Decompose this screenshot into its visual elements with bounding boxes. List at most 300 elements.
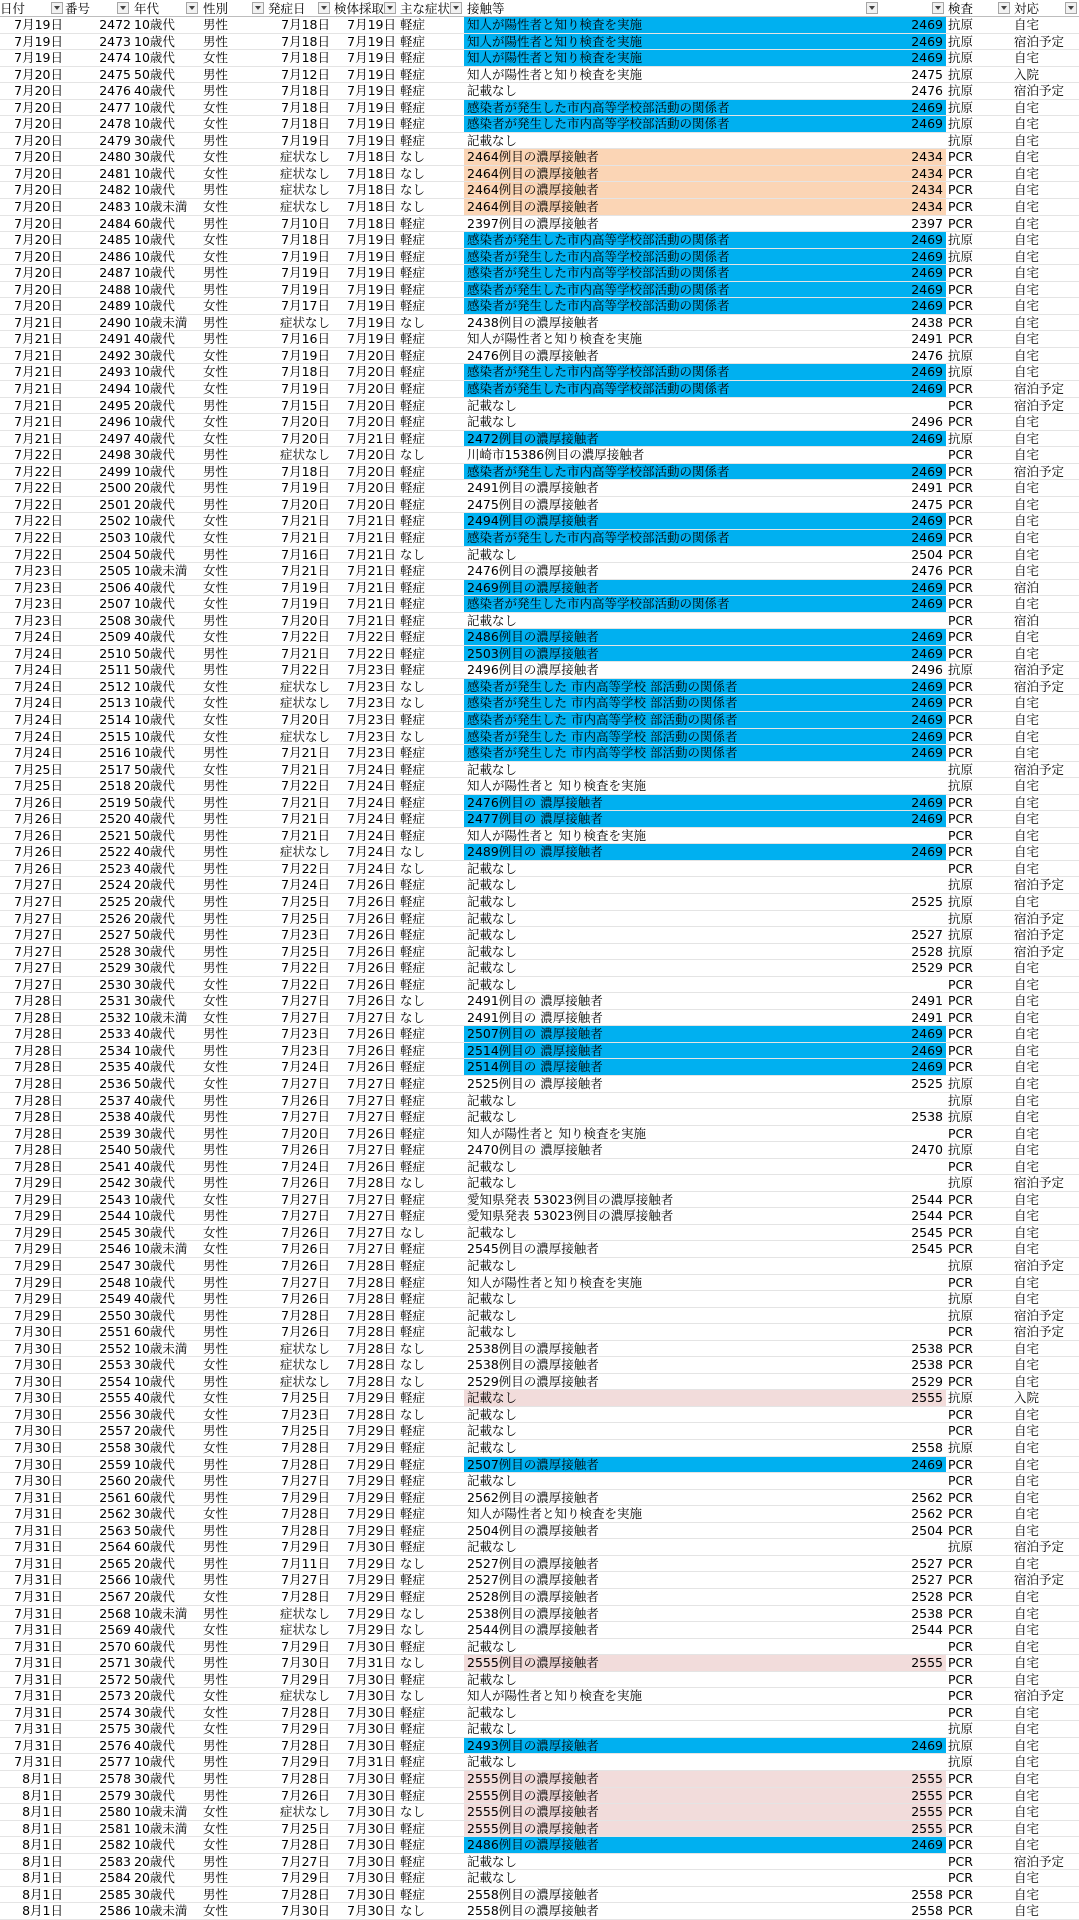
cell-sex[interactable]: 男性 <box>203 1605 229 1621</box>
cell-response[interactable]: 宿泊予定 <box>1014 1539 1065 1555</box>
cell-age[interactable]: 40歳代 <box>134 1390 175 1406</box>
cell-date[interactable]: 7月24日 <box>14 728 63 744</box>
cell-contact[interactable]: 感染者が発生した 市内高等学校 部活動の関係者 <box>464 695 880 711</box>
cell-symptom[interactable]: なし <box>400 182 426 198</box>
cell-sex[interactable]: 男性 <box>203 1291 229 1307</box>
cell-sex[interactable]: 女性 <box>203 99 229 115</box>
cell-onset[interactable]: 症状なし <box>279 199 330 215</box>
cell-onset[interactable]: 7月24日 <box>281 1059 330 1075</box>
cell-linked[interactable]: 2469 <box>880 844 946 860</box>
table-row[interactable] <box>0 911 1079 928</box>
cell-linked[interactable] <box>880 1175 946 1191</box>
cell-number[interactable]: 2539 <box>99 1125 131 1141</box>
cell-date[interactable]: 7月23日 <box>14 563 63 579</box>
cell-linked[interactable]: 2491 <box>911 480 943 496</box>
cell-contact[interactable]: 記載なし <box>467 1638 518 1654</box>
cell-age[interactable]: 40歳代 <box>134 1092 175 1108</box>
table-row[interactable] <box>0 861 1079 878</box>
cell-symptom[interactable]: 軽症 <box>400 414 426 430</box>
cell-specimen[interactable]: 7月26日 <box>347 927 396 943</box>
cell-sex[interactable]: 女性 <box>203 232 229 248</box>
cell-linked[interactable]: 2525 <box>911 893 943 909</box>
cell-age[interactable]: 30歳代 <box>134 132 175 148</box>
cell-symptom[interactable]: 軽症 <box>400 248 426 264</box>
cell-number[interactable]: 2473 <box>99 33 131 49</box>
cell-date[interactable]: 7月20日 <box>14 248 63 264</box>
cell-number[interactable]: 2495 <box>99 397 131 413</box>
cell-sex[interactable]: 男性 <box>203 860 229 876</box>
cell-sex[interactable]: 男性 <box>203 1787 229 1803</box>
cell-date[interactable]: 7月31日 <box>14 1721 63 1737</box>
cell-contact[interactable]: 感染者が発生した市内高等学校部活動の関係者 <box>464 530 880 546</box>
cell-onset[interactable]: 7月27日 <box>281 1473 330 1489</box>
cell-response[interactable]: 宿泊予定 <box>1014 1572 1065 1588</box>
cell-onset[interactable]: 7月18日 <box>281 116 330 132</box>
table-row[interactable] <box>0 596 1079 613</box>
cell-symptom[interactable]: 軽症 <box>400 1109 426 1125</box>
cell-response[interactable]: 自宅 <box>1014 1804 1040 1820</box>
cell-symptom[interactable]: 軽症 <box>400 347 426 363</box>
cell-sex[interactable]: 男性 <box>203 1638 229 1654</box>
cell-test[interactable]: 抗原 <box>948 1092 974 1108</box>
cell-onset[interactable]: 7月26日 <box>281 1324 330 1340</box>
cell-symptom[interactable]: なし <box>400 860 426 876</box>
cell-contact[interactable]: 記載なし <box>467 1754 518 1770</box>
cell-test[interactable]: PCR <box>948 993 973 1009</box>
cell-response[interactable]: 自宅 <box>1014 778 1040 794</box>
cell-date[interactable]: 7月28日 <box>14 1125 63 1141</box>
table-row[interactable] <box>0 927 1079 944</box>
cell-sex[interactable]: 男性 <box>203 927 229 943</box>
table-row[interactable] <box>0 1225 1079 1242</box>
cell-sex[interactable]: 女性 <box>203 1191 229 1207</box>
cell-test[interactable]: PCR <box>948 529 973 545</box>
cell-onset[interactable]: 7月28日 <box>281 1506 330 1522</box>
cell-linked[interactable]: 2469 <box>880 431 946 447</box>
cell-number[interactable]: 2566 <box>99 1572 131 1588</box>
cell-linked[interactable]: 2528 <box>911 1588 943 1604</box>
cell-sex[interactable]: 男性 <box>203 612 229 628</box>
cell-onset[interactable]: 7月29日 <box>281 1870 330 1886</box>
cell-number[interactable]: 2571 <box>99 1655 131 1671</box>
cell-onset[interactable]: 7月30日 <box>281 1655 330 1671</box>
cell-age[interactable]: 40歳代 <box>134 83 175 99</box>
cell-onset[interactable]: 症状なし <box>279 844 330 860</box>
table-row[interactable] <box>0 414 1079 431</box>
table-row[interactable] <box>0 1241 1079 1258</box>
cell-number[interactable]: 2489 <box>99 298 131 314</box>
cell-onset[interactable]: 7月25日 <box>281 1423 330 1439</box>
cell-linked[interactable]: 2476 <box>911 563 943 579</box>
cell-onset[interactable]: 7月18日 <box>281 99 330 115</box>
cell-symptom[interactable]: 軽症 <box>400 1059 426 1075</box>
cell-onset[interactable]: 症状なし <box>279 1804 330 1820</box>
cell-linked[interactable]: 2562 <box>911 1506 943 1522</box>
cell-age[interactable]: 10歳代 <box>134 1754 175 1770</box>
cell-age[interactable]: 30歳代 <box>134 1307 175 1323</box>
cell-linked[interactable]: 2469 <box>880 629 946 645</box>
cell-response[interactable]: 自宅 <box>1014 1506 1040 1522</box>
cell-number[interactable]: 2498 <box>99 447 131 463</box>
cell-linked[interactable]: 2469 <box>880 1026 946 1042</box>
table-row[interactable] <box>0 116 1079 133</box>
cell-contact[interactable]: 感染者が発生した市内高等学校部活動の関係者 <box>464 364 880 380</box>
cell-age[interactable]: 10歳代 <box>134 381 175 397</box>
table-row[interactable] <box>0 1142 1079 1159</box>
cell-test[interactable]: PCR <box>948 728 973 744</box>
cell-number[interactable]: 2497 <box>99 430 131 446</box>
cell-contact[interactable]: 知人が陽性者と知り検査を実施 <box>464 17 880 33</box>
cell-specimen[interactable]: 7月18日 <box>347 199 396 215</box>
cell-contact[interactable]: 記載なし <box>464 1390 880 1406</box>
cell-date[interactable]: 7月30日 <box>14 1406 63 1422</box>
cell-test[interactable]: PCR <box>948 513 973 529</box>
cell-linked[interactable]: 2469 <box>880 745 946 761</box>
cell-age[interactable]: 30歳代 <box>134 1258 175 1274</box>
cell-test[interactable]: PCR <box>948 496 973 512</box>
cell-date[interactable]: 7月31日 <box>14 1754 63 1770</box>
cell-test[interactable]: 抗原 <box>948 17 974 32</box>
cell-sex[interactable]: 男性 <box>203 943 229 959</box>
cell-age[interactable]: 20歳代 <box>134 496 175 512</box>
cell-test[interactable]: 抗原 <box>948 1142 974 1158</box>
cell-sex[interactable]: 女性 <box>203 1622 229 1638</box>
cell-test[interactable]: 抗原 <box>948 116 974 132</box>
cell-date[interactable]: 7月26日 <box>14 827 63 843</box>
cell-age[interactable]: 40歳代 <box>134 1158 175 1174</box>
cell-age[interactable]: 10歳代 <box>134 1208 175 1224</box>
cell-age[interactable]: 10歳代 <box>134 1373 175 1389</box>
cell-age[interactable]: 50歳代 <box>134 1671 175 1687</box>
cell-date[interactable]: 7月29日 <box>14 1307 63 1323</box>
cell-response[interactable]: 宿泊予定 <box>1014 33 1065 49</box>
table-row[interactable] <box>0 398 1079 415</box>
cell-number[interactable]: 2479 <box>99 132 131 148</box>
cell-specimen[interactable]: 7月29日 <box>347 1522 396 1538</box>
cell-age[interactable]: 10歳未満 <box>134 1340 188 1356</box>
cell-symptom[interactable]: 軽症 <box>400 1142 426 1158</box>
cell-linked[interactable]: 2397 <box>911 215 943 231</box>
cell-onset[interactable]: 7月28日 <box>281 1588 330 1604</box>
cell-response[interactable]: 自宅 <box>1014 215 1040 231</box>
cell-test[interactable]: PCR <box>948 1671 973 1687</box>
cell-specimen[interactable]: 7月21日 <box>347 579 396 595</box>
cell-linked[interactable]: 2469 <box>880 232 946 248</box>
cell-sex[interactable]: 男性 <box>203 447 229 463</box>
cell-symptom[interactable]: 軽症 <box>400 1489 426 1505</box>
cell-specimen[interactable]: 7月30日 <box>347 1704 396 1720</box>
cell-response[interactable]: 自宅 <box>1014 1092 1040 1108</box>
cell-number[interactable]: 2493 <box>99 364 131 380</box>
cell-test[interactable]: 抗原 <box>948 364 974 380</box>
cell-onset[interactable]: 7月25日 <box>281 910 330 926</box>
table-row[interactable] <box>0 1705 1079 1722</box>
cell-onset[interactable]: 7月25日 <box>281 1820 330 1836</box>
cell-response[interactable]: 自宅 <box>1014 248 1040 264</box>
cell-contact[interactable]: 知人が陽性者と知り検査を実施 <box>467 331 643 347</box>
cell-sex[interactable]: 男性 <box>203 1456 229 1472</box>
cell-contact[interactable]: 記載なし <box>467 612 518 628</box>
cell-age[interactable]: 40歳代 <box>134 860 175 876</box>
cell-age[interactable]: 20歳代 <box>134 480 175 496</box>
cell-test[interactable]: 抗原 <box>948 33 974 49</box>
cell-contact[interactable]: 記載なし <box>467 132 518 148</box>
cell-date[interactable]: 7月20日 <box>14 116 63 132</box>
cell-linked[interactable]: 2469 <box>880 34 946 50</box>
cell-test[interactable]: PCR <box>948 265 973 281</box>
cell-date[interactable]: 7月30日 <box>14 1456 63 1472</box>
cell-specimen[interactable]: 7月30日 <box>347 1870 396 1886</box>
cell-number[interactable]: 2510 <box>99 645 131 661</box>
cell-number[interactable]: 2570 <box>99 1638 131 1654</box>
cell-onset[interactable]: 7月21日 <box>281 513 330 529</box>
cell-specimen[interactable]: 7月30日 <box>347 1903 396 1919</box>
cell-sex[interactable]: 女性 <box>203 513 229 529</box>
cell-test[interactable]: 抗原 <box>948 1291 974 1307</box>
table-row[interactable] <box>0 762 1079 779</box>
cell-test[interactable]: PCR <box>948 463 973 479</box>
cell-date[interactable]: 7月24日 <box>14 711 63 727</box>
cell-contact[interactable]: 2555例目の濃厚接触者 <box>464 1804 880 1820</box>
table-row[interactable] <box>0 216 1079 233</box>
cell-test[interactable]: PCR <box>948 1423 973 1439</box>
cell-number[interactable]: 2547 <box>99 1258 131 1274</box>
cell-test[interactable]: 抗原 <box>948 1307 974 1323</box>
cell-specimen[interactable]: 7月29日 <box>347 1572 396 1588</box>
cell-age[interactable]: 30歳代 <box>134 1175 175 1191</box>
cell-specimen[interactable]: 7月20日 <box>347 381 396 397</box>
cell-response[interactable]: 宿泊予定 <box>1014 381 1065 397</box>
cell-sex[interactable]: 男性 <box>203 844 229 860</box>
cell-date[interactable]: 7月28日 <box>14 1076 63 1091</box>
cell-specimen[interactable]: 7月27日 <box>347 1092 396 1108</box>
cell-onset[interactable]: 7月19日 <box>281 281 330 297</box>
cell-contact[interactable]: 感染者が発生した市内高等学校部活動の関係者 <box>464 282 880 298</box>
cell-response[interactable]: 自宅 <box>1014 976 1040 992</box>
table-row[interactable] <box>0 993 1079 1010</box>
table-row[interactable] <box>0 712 1079 729</box>
cell-contact[interactable]: 記載なし <box>467 943 518 959</box>
cell-date[interactable]: 7月21日 <box>14 364 63 380</box>
cell-sex[interactable]: 女性 <box>203 711 229 727</box>
cell-date[interactable]: 7月21日 <box>14 331 63 347</box>
cell-number[interactable]: 2523 <box>99 860 131 876</box>
cell-linked[interactable]: 2544 <box>911 1208 943 1224</box>
cell-onset[interactable]: 7月23日 <box>281 1406 330 1422</box>
cell-sex[interactable]: 女性 <box>203 1390 229 1406</box>
cell-onset[interactable]: 7月23日 <box>281 927 330 943</box>
cell-onset[interactable]: 7月19日 <box>281 132 330 148</box>
cell-sex[interactable]: 男性 <box>203 1109 229 1125</box>
cell-onset[interactable]: 7月28日 <box>281 1704 330 1720</box>
cell-symptom[interactable]: 軽症 <box>400 893 426 909</box>
table-row[interactable] <box>0 1606 1079 1623</box>
cell-contact[interactable]: 記載なし <box>467 1721 518 1737</box>
cell-specimen[interactable]: 7月26日 <box>347 893 396 909</box>
cell-contact[interactable]: 愛知県発表 53023例目の濃厚接触者 <box>467 1191 674 1207</box>
cell-onset[interactable]: 7月21日 <box>281 794 330 810</box>
cell-contact[interactable]: 2476例目の濃厚接触者 <box>467 347 599 363</box>
cell-number[interactable]: 2483 <box>99 199 131 215</box>
cell-response[interactable]: 自宅 <box>1014 827 1040 843</box>
cell-date[interactable]: 7月19日 <box>14 33 63 49</box>
cell-symptom[interactable]: 軽症 <box>400 1853 426 1869</box>
cell-number[interactable]: 2482 <box>99 182 131 198</box>
cell-number[interactable]: 2521 <box>99 827 131 843</box>
cell-test[interactable]: PCR <box>948 1804 973 1820</box>
cell-specimen[interactable]: 7月30日 <box>347 1820 396 1836</box>
cell-number[interactable]: 2535 <box>99 1059 131 1075</box>
cell-age[interactable]: 40歳代 <box>134 1059 175 1075</box>
cell-onset[interactable]: 7月16日 <box>281 546 330 562</box>
cell-date[interactable]: 7月29日 <box>14 1241 63 1257</box>
cell-specimen[interactable]: 7月30日 <box>347 1671 396 1687</box>
cell-contact[interactable]: 感染者が発生した市内高等学校部活動の関係者 <box>464 298 880 314</box>
table-row[interactable] <box>0 298 1079 315</box>
cell-onset[interactable]: 症状なし <box>279 182 330 198</box>
cell-age[interactable]: 20歳代 <box>134 1588 175 1604</box>
cell-specimen[interactable]: 7月21日 <box>347 612 396 628</box>
cell-test[interactable]: PCR <box>948 1787 973 1803</box>
cell-sex[interactable]: 男性 <box>203 265 229 281</box>
cell-number[interactable]: 2525 <box>99 893 131 909</box>
cell-symptom[interactable]: 軽症 <box>400 1870 426 1886</box>
cell-number[interactable]: 2556 <box>99 1406 131 1422</box>
cell-number[interactable]: 2503 <box>99 529 131 545</box>
cell-onset[interactable]: 7月18日 <box>281 83 330 99</box>
cell-contact[interactable]: 記載なし <box>467 860 518 876</box>
cell-date[interactable]: 8月1日 <box>22 1870 63 1886</box>
cell-number[interactable]: 2504 <box>99 546 131 562</box>
table-row[interactable] <box>0 877 1079 894</box>
cell-specimen[interactable]: 7月18日 <box>347 149 396 165</box>
cell-onset[interactable]: 7月28日 <box>281 1522 330 1538</box>
cell-age[interactable]: 60歳代 <box>134 215 175 231</box>
cell-number[interactable]: 2584 <box>99 1870 131 1886</box>
cell-linked[interactable]: 2469 <box>880 381 946 397</box>
cell-age[interactable]: 30歳代 <box>134 612 175 628</box>
cell-response[interactable]: 自宅 <box>1014 265 1040 281</box>
cell-linked[interactable]: 2555 <box>880 1655 946 1671</box>
cell-number[interactable]: 2513 <box>99 695 131 711</box>
cell-response[interactable]: 自宅 <box>1014 1125 1040 1141</box>
table-row[interactable] <box>0 34 1079 51</box>
cell-linked[interactable] <box>880 762 946 778</box>
cell-age[interactable]: 10歳未満 <box>134 1241 188 1257</box>
cell-response[interactable]: 自宅 <box>1014 1373 1040 1389</box>
table-row[interactable] <box>0 1291 1079 1308</box>
cell-response[interactable]: 自宅 <box>1014 132 1040 148</box>
cell-linked[interactable] <box>880 1705 946 1721</box>
cell-symptom[interactable]: なし <box>400 1804 426 1820</box>
cell-date[interactable]: 7月20日 <box>14 298 63 314</box>
cell-date[interactable]: 7月31日 <box>14 1489 63 1505</box>
cell-date[interactable]: 7月20日 <box>14 281 63 297</box>
cell-date[interactable]: 7月19日 <box>14 50 63 66</box>
cell-onset[interactable]: 7月26日 <box>281 1224 330 1240</box>
cell-number[interactable]: 2514 <box>99 711 131 727</box>
cell-date[interactable]: 7月21日 <box>14 314 63 330</box>
cell-response[interactable]: 宿泊予定 <box>1014 910 1065 926</box>
cell-onset[interactable]: 7月21日 <box>281 827 330 843</box>
cell-date[interactable]: 7月30日 <box>14 1473 63 1489</box>
cell-specimen[interactable]: 7月19日 <box>347 66 396 82</box>
cell-age[interactable]: 10歳代 <box>134 463 175 479</box>
cell-age[interactable]: 20歳代 <box>134 1853 175 1869</box>
cell-test[interactable]: 抗原 <box>948 50 974 66</box>
cell-symptom[interactable]: 軽症 <box>400 66 426 82</box>
cell-response[interactable]: 宿泊予定 <box>1014 1307 1065 1323</box>
cell-onset[interactable]: 7月29日 <box>281 1489 330 1505</box>
cell-onset[interactable]: 7月19日 <box>281 381 330 397</box>
cell-test[interactable]: PCR <box>948 1406 973 1422</box>
cell-date[interactable]: 7月24日 <box>14 678 63 694</box>
cell-test[interactable]: PCR <box>948 827 973 843</box>
cell-specimen[interactable]: 7月20日 <box>347 414 396 430</box>
cell-onset[interactable]: 7月23日 <box>281 1042 330 1058</box>
cell-age[interactable]: 20歳代 <box>134 1870 175 1886</box>
table-row[interactable] <box>0 894 1079 911</box>
cell-symptom[interactable]: なし <box>400 1224 426 1240</box>
cell-symptom[interactable]: 軽症 <box>400 529 426 545</box>
cell-test[interactable]: PCR <box>948 281 973 297</box>
cell-number[interactable]: 2578 <box>99 1770 131 1786</box>
cell-response[interactable]: 自宅 <box>1014 1671 1040 1687</box>
cell-linked[interactable]: 2525 <box>911 1076 943 1091</box>
cell-sex[interactable]: 女性 <box>203 1837 229 1853</box>
cell-number[interactable]: 2530 <box>99 976 131 992</box>
cell-symptom[interactable]: なし <box>400 1340 426 1356</box>
cell-number[interactable]: 2579 <box>99 1787 131 1803</box>
cell-symptom[interactable]: なし <box>400 314 426 330</box>
cell-date[interactable]: 7月31日 <box>14 1506 63 1522</box>
cell-number[interactable]: 2580 <box>99 1804 131 1820</box>
cell-sex[interactable]: 男性 <box>203 1274 229 1290</box>
cell-number[interactable]: 2553 <box>99 1357 131 1373</box>
cell-response[interactable]: 自宅 <box>1014 844 1040 860</box>
cell-symptom[interactable]: 軽症 <box>400 662 426 678</box>
cell-date[interactable]: 8月1日 <box>22 1886 63 1902</box>
cell-linked[interactable]: 2469 <box>880 464 946 480</box>
cell-test[interactable]: PCR <box>948 1026 973 1042</box>
cell-contact[interactable]: 2491例目の 濃厚接触者 <box>467 993 603 1009</box>
cell-linked[interactable] <box>880 1721 946 1737</box>
table-row[interactable] <box>0 1887 1079 1904</box>
cell-symptom[interactable]: 軽症 <box>400 1258 426 1274</box>
cell-onset[interactable]: 症状なし <box>279 447 330 463</box>
cell-contact[interactable]: 2464例目の濃厚接触者 <box>464 199 880 215</box>
cell-number[interactable]: 2538 <box>99 1109 131 1125</box>
cell-sex[interactable]: 男性 <box>203 314 229 330</box>
cell-test[interactable]: PCR <box>948 182 973 198</box>
cell-response[interactable]: 自宅 <box>1014 1588 1040 1604</box>
cell-sex[interactable]: 男性 <box>203 1770 229 1786</box>
table-row[interactable] <box>0 431 1079 448</box>
table-row[interactable] <box>0 1572 1079 1589</box>
cell-sex[interactable]: 男性 <box>203 1142 229 1158</box>
cell-test[interactable]: PCR <box>948 960 973 976</box>
cell-sex[interactable]: 男性 <box>203 1473 229 1489</box>
cell-symptom[interactable]: 軽症 <box>400 397 426 413</box>
cell-response[interactable]: 自宅 <box>1014 1522 1040 1538</box>
cell-linked[interactable]: 2529 <box>911 960 943 976</box>
cell-number[interactable]: 2507 <box>99 596 131 612</box>
cell-linked[interactable]: 2558 <box>911 1440 943 1456</box>
table-row[interactable] <box>0 1804 1079 1821</box>
cell-response[interactable]: 自宅 <box>1014 1837 1040 1853</box>
table-row[interactable] <box>0 1771 1079 1788</box>
cell-contact[interactable]: 記載なし <box>467 893 518 909</box>
